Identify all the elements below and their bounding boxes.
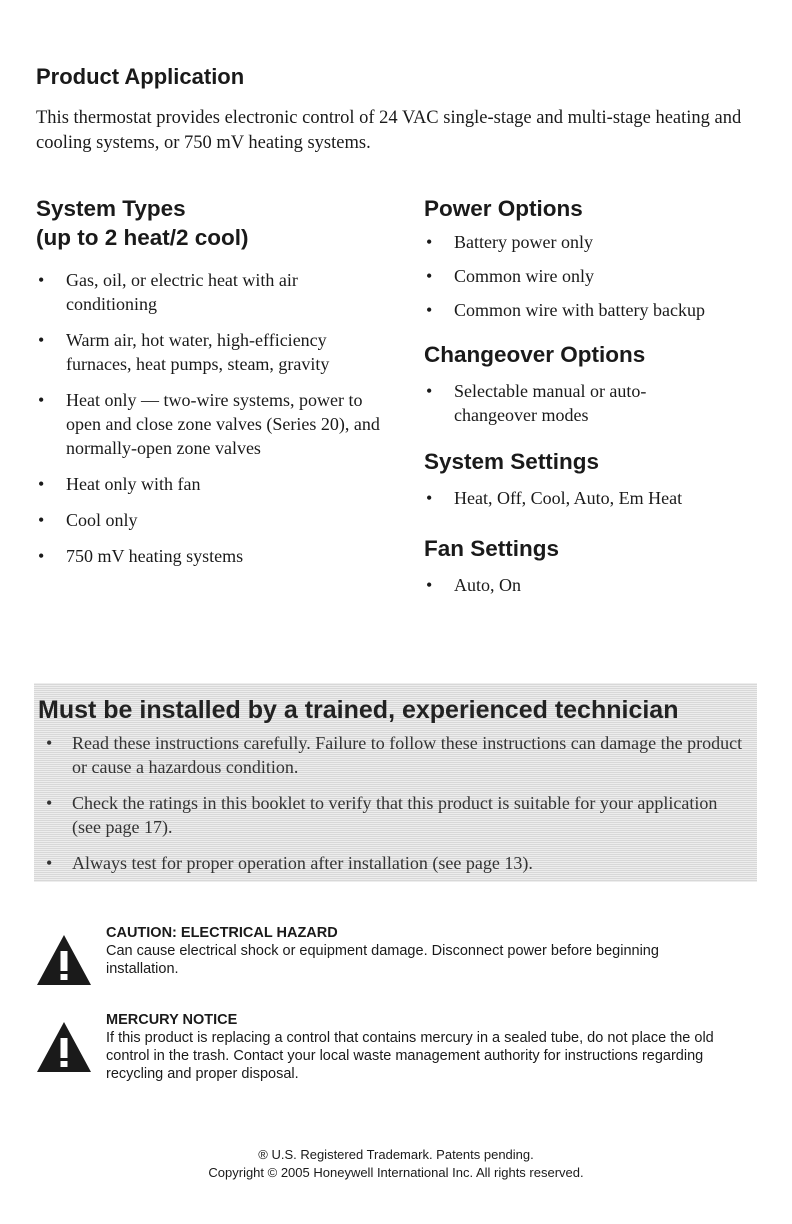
bullet-icon: • [426, 575, 433, 595]
system-types-list [36, 268, 386, 568]
changeover-options-list [424, 379, 764, 427]
list-item-text: 750 mV heating systems [66, 546, 244, 566]
bullet-icon: • [38, 270, 45, 290]
bullet-icon: • [426, 300, 433, 320]
mercury-body [106, 1011, 726, 1083]
list-item [424, 264, 764, 288]
bullet-icon: • [46, 853, 53, 873]
list-item [38, 731, 747, 779]
list-item-text: Heat only — two-wire systems, power to open and close zone valves (Series 20), and normally-open zone valves [66, 390, 380, 458]
system-types-heading-line1: System Types [36, 196, 186, 221]
bullet-icon: • [38, 546, 45, 566]
list-item-text: Selectable manual or auto-changeover modes [454, 381, 647, 425]
bullet-icon: • [426, 232, 433, 252]
bullet-icon: • [38, 390, 45, 410]
list-item [36, 508, 386, 532]
list-item [424, 379, 764, 427]
trademark-line: ® U.S. Registered Trademark. Patents pending. [258, 1147, 534, 1162]
bullet-icon: • [426, 381, 433, 401]
list-item-text: Cool only [66, 510, 138, 530]
changeover-options-heading: Changeover Options [424, 342, 646, 367]
list-item [36, 268, 386, 316]
power-options-heading: Power Options [424, 196, 583, 221]
system-settings-list [424, 486, 764, 510]
bullet-icon: • [426, 266, 433, 286]
list-item-text: Warm air, hot water, high-efficiency furnaces, heat pumps, steam, gravity [66, 330, 330, 374]
power-options-list [424, 230, 764, 322]
footer [0, 1146, 792, 1182]
caution-title: CAUTION: ELECTRICAL HAZARD [106, 925, 338, 941]
list-item [36, 328, 386, 376]
mercury-text: If this product is replacing a control that contains mercury in a sealed tube, do not place the old control in the trash. Contact your local waste management authority for instructions regarding recycling and proper disposal. [106, 1030, 714, 1082]
list-item [424, 486, 764, 510]
fan-settings-heading: Fan Settings [424, 536, 560, 561]
intro-paragraph: This thermostat provides electronic control of 24 VAC single-stage and multi-stage heating and cooling systems, or 750 mV heating systems. [36, 108, 742, 153]
system-settings-heading: System Settings [424, 449, 600, 474]
copyright-line: Copyright © 2005 Honeywell International Inc. All rights reserved. [208, 1165, 584, 1180]
list-item-text: Auto, On [454, 575, 521, 595]
list-item-text: Common wire only [454, 266, 594, 286]
list-item-text: Heat, Off, Cool, Auto, Em Heat [454, 488, 683, 508]
list-item [38, 791, 747, 839]
list-item-text: Gas, oil, or electric heat with air conditioning [66, 270, 298, 314]
warning-icon [36, 1021, 92, 1073]
banner-list [38, 731, 747, 875]
list-item [424, 573, 764, 597]
list-item-text: Always test for proper operation after installation (see page 13). [72, 853, 533, 873]
list-item-text: Battery power only [454, 232, 593, 252]
list-item-text: Read these instructions carefully. Failure to follow these instructions can damage the product or cause a hazardous condition. [72, 733, 743, 777]
bullet-icon: • [46, 793, 53, 813]
list-item-text: Heat only with fan [66, 474, 201, 494]
caution-text: Can cause electrical shock or equipment damage. Disconnect power before beginning installation. [106, 943, 659, 977]
system-types-heading-line2: (up to 2 heat/2 cool) [36, 225, 249, 250]
list-item [36, 388, 386, 460]
options-column [424, 194, 764, 597]
system-types-heading [36, 194, 386, 252]
warning-icon [36, 934, 92, 986]
list-item-text: Check the ratings in this booklet to verify that this product is suitable for your application (see page 17). [72, 793, 718, 837]
list-item-text: Common wire with battery backup [454, 300, 705, 320]
bullet-icon: • [38, 330, 45, 350]
bullet-icon: • [38, 474, 45, 494]
bullet-icon: • [426, 488, 433, 508]
bullet-icon: • [46, 733, 53, 753]
fan-settings-list [424, 573, 764, 597]
list-item [36, 544, 386, 568]
technician-warning-banner [34, 683, 757, 882]
caution-body [106, 924, 726, 978]
page-title: Product Application [36, 64, 245, 89]
list-item [424, 298, 764, 322]
system-types-section [36, 194, 386, 580]
banner-title: Must be installed by a trained, experienced technician [38, 696, 679, 724]
mercury-title: MERCURY NOTICE [106, 1012, 238, 1028]
bullet-icon: • [38, 510, 45, 530]
list-item [38, 851, 747, 875]
list-item [36, 472, 386, 496]
list-item [424, 230, 764, 254]
